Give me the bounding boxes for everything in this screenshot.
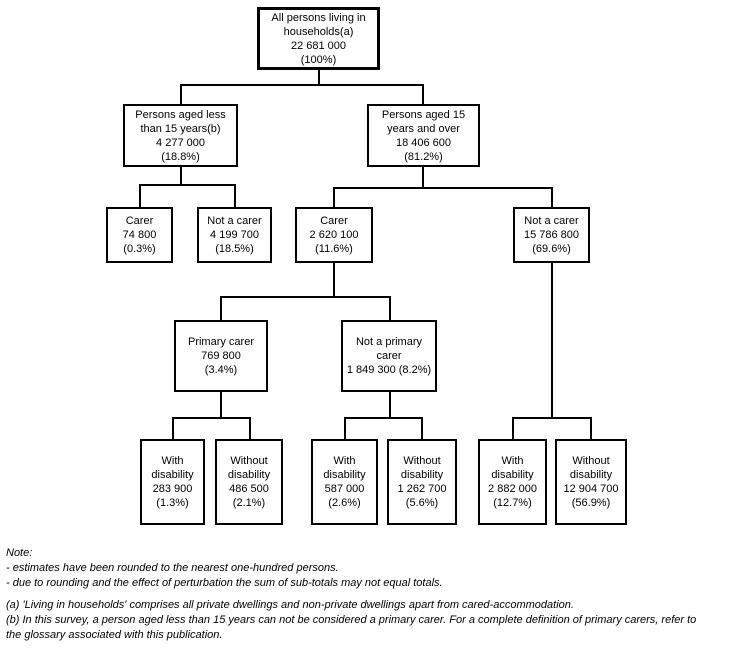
connector-tier2-right-horizontal bbox=[333, 187, 553, 189]
connector-tier2-left-horizontal bbox=[139, 184, 236, 186]
node-label: With bbox=[333, 455, 356, 467]
node-label: Persons aged less bbox=[135, 108, 226, 121]
node-value: 2 620 100 bbox=[309, 229, 359, 241]
node-label: than 15 years(b) bbox=[140, 122, 221, 135]
node-value-percent: 1 849 300 (8.2%) bbox=[346, 364, 432, 376]
node-value: 2 882 000 bbox=[488, 483, 537, 495]
footnote-b: (b) In this survey, a person aged less than 15 years can not be considered a primary carer. For a complete definition of primary carers, refer to the glossary associated with this publication. bbox=[6, 614, 697, 641]
connector-tier2-left-drop2 bbox=[234, 184, 236, 207]
connector-tier3-horizontal bbox=[220, 296, 391, 298]
node-percent: (69.6%) bbox=[532, 243, 571, 255]
node-label: disability bbox=[227, 469, 271, 481]
node-notcarer-without-disability bbox=[555, 439, 627, 525]
connector-primary-stem bbox=[220, 392, 222, 419]
node-value: 4 199 700 bbox=[210, 229, 259, 241]
connector-tier4b-horizontal bbox=[344, 417, 423, 419]
node-label: Without bbox=[572, 455, 610, 467]
node-label: years and over bbox=[387, 122, 460, 135]
node-label: Persons aged 15 bbox=[381, 108, 466, 121]
connector-carer-stem bbox=[333, 263, 335, 298]
node-percent: (5.6%) bbox=[405, 497, 439, 509]
node-label: Not a carer bbox=[207, 215, 262, 227]
node-label: Not a primary bbox=[355, 336, 423, 348]
note-line: - due to rounding and the effect of perturbation the sum of sub-totals may not equal totals. bbox=[6, 577, 443, 589]
note-heading: Note: bbox=[6, 547, 33, 559]
node-value: 283 900 bbox=[152, 483, 193, 495]
connector-tier4a-drop2 bbox=[249, 417, 251, 439]
node-percent: (12.7%) bbox=[493, 497, 532, 509]
node-not-carer-under-15 bbox=[197, 207, 272, 263]
connector-notprimary-stem bbox=[389, 392, 391, 419]
node-percent: (56.9%) bbox=[571, 497, 611, 509]
node-not-primary-carer bbox=[341, 320, 437, 392]
connector-tier3-drop2 bbox=[389, 296, 391, 320]
footnote-block bbox=[6, 598, 711, 643]
node-value: 769 800 bbox=[201, 350, 241, 362]
node-label: All persons living in bbox=[271, 11, 366, 24]
connector-tier2-right-drop1 bbox=[333, 187, 335, 207]
node-value: 22 681 000 bbox=[290, 39, 347, 52]
node-notprimary-with-disability bbox=[311, 439, 378, 525]
note-line: - estimates have been rounded to the nearest one-hundred persons. bbox=[6, 562, 339, 574]
connector-tier1-horizontal bbox=[180, 84, 424, 86]
node-percent: (1.3%) bbox=[156, 497, 189, 509]
node-carer-under-15 bbox=[106, 207, 173, 263]
node-under-15 bbox=[123, 104, 238, 167]
node-percent: (0.3%) bbox=[123, 243, 156, 255]
connector-tier3-drop1 bbox=[220, 296, 222, 320]
connector-over15-stem bbox=[422, 167, 424, 189]
note-block bbox=[6, 546, 711, 591]
node-percent: (18.8%) bbox=[161, 150, 200, 163]
node-all-persons bbox=[257, 7, 380, 70]
node-value: 15 786 800 bbox=[523, 229, 580, 241]
node-primary-with-disability bbox=[140, 439, 205, 525]
node-primary-without-disability bbox=[215, 439, 283, 525]
node-carer-over-15 bbox=[295, 207, 373, 263]
node-label: disability bbox=[400, 469, 444, 481]
connector-tier4c-drop2 bbox=[590, 417, 592, 439]
footnote-a: (a) 'Living in households' comprises all private dwellings and non-private dwellings apart from cared-accommodation. bbox=[6, 599, 574, 611]
node-value: 74 800 bbox=[122, 229, 157, 241]
node-primary-carer bbox=[174, 320, 268, 392]
node-label: Carer bbox=[125, 215, 154, 227]
node-percent: (18.5%) bbox=[215, 243, 254, 255]
node-percent: (11.6%) bbox=[315, 243, 353, 255]
node-label: disability bbox=[151, 469, 194, 481]
node-value: 1 262 700 bbox=[397, 483, 447, 495]
node-value: 12 904 700 bbox=[563, 483, 619, 495]
node-label: disability bbox=[569, 469, 613, 481]
node-value: 4 277 000 bbox=[156, 136, 205, 149]
connector-tier4b-drop2 bbox=[421, 417, 423, 439]
node-label: Not a carer bbox=[524, 215, 579, 227]
connector-tier4c-drop1 bbox=[512, 417, 514, 439]
node-notcarer-with-disability bbox=[478, 439, 547, 525]
connector-notcarer-long-stem bbox=[551, 263, 553, 419]
connector-tier2-right-drop2 bbox=[551, 187, 553, 207]
connector-tier1-right-drop bbox=[422, 84, 424, 104]
connector-tier1-left-drop bbox=[180, 84, 182, 104]
node-percent: (2.6%) bbox=[328, 497, 361, 509]
node-label: Without bbox=[403, 455, 441, 467]
node-label: carer bbox=[376, 350, 402, 362]
node-percent: (81.2%) bbox=[404, 150, 443, 163]
node-percent: (2.1%) bbox=[232, 497, 266, 509]
node-label: disability bbox=[491, 469, 534, 481]
node-percent: (100%) bbox=[300, 53, 337, 66]
connector-tier4a-drop1 bbox=[172, 417, 174, 439]
node-label: households(a) bbox=[283, 25, 354, 38]
node-notprimary-without-disability bbox=[387, 439, 457, 525]
node-label: With bbox=[161, 455, 184, 467]
connector-tier4c-horizontal bbox=[512, 417, 592, 419]
node-value: 486 500 bbox=[229, 483, 269, 495]
node-label: Carer bbox=[320, 215, 348, 227]
node-percent: (3.4%) bbox=[204, 364, 238, 376]
node-label: With bbox=[501, 455, 524, 467]
node-over-15 bbox=[367, 104, 480, 167]
node-label: Without bbox=[230, 455, 268, 467]
node-value: 18 406 600 bbox=[395, 136, 452, 149]
node-label: disability bbox=[323, 469, 366, 481]
node-value: 587 000 bbox=[324, 483, 365, 495]
connector-tier4a-horizontal bbox=[172, 417, 251, 419]
node-label: Primary carer bbox=[187, 336, 254, 348]
connector-tier4b-drop1 bbox=[344, 417, 346, 439]
connector-tier2-left-drop1 bbox=[139, 184, 141, 207]
node-not-carer-over-15 bbox=[513, 207, 590, 263]
